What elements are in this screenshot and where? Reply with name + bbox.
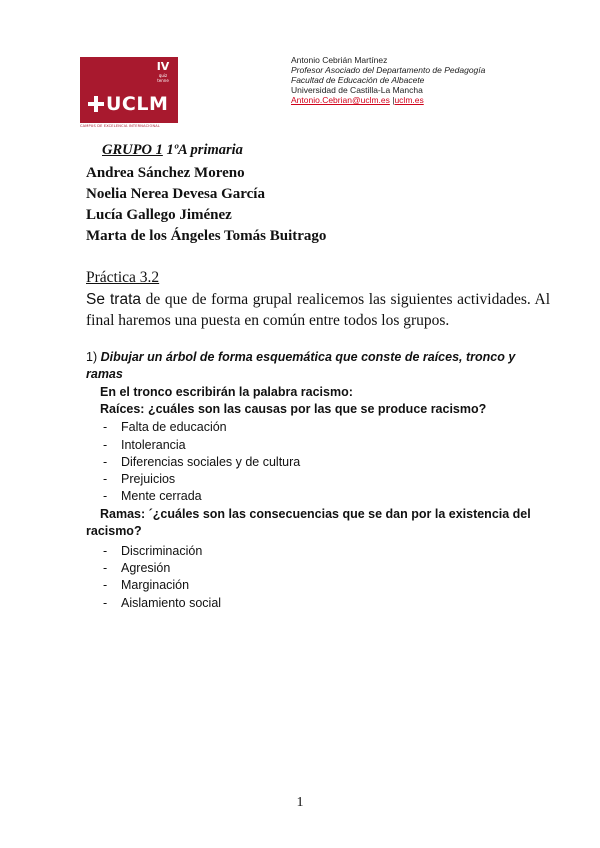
- root-item: Falta de educación: [121, 420, 227, 434]
- author-header: [291, 55, 485, 105]
- activity-question-text: Dibujar un árbol de forma esquemática que conste de raíces, tronco y ramas: [86, 350, 516, 381]
- author-name: Antonio Cebrián Martínez: [291, 55, 388, 65]
- activity-number: 1): [86, 350, 98, 364]
- root-item: Mente cerrada: [121, 489, 202, 503]
- branch-item: Agresión: [121, 561, 171, 575]
- group-title: [102, 142, 243, 159]
- dash: -: [103, 596, 108, 610]
- member-name: Noelia Nerea Devesa García: [86, 186, 265, 202]
- practice-intro: [86, 289, 550, 331]
- author-role: Profesor Asociado del Departamento de Pedagogía: [291, 65, 486, 75]
- logo-wordmark: UCLM: [106, 93, 169, 115]
- cross-icon: [88, 96, 104, 112]
- author-faculty: Facultad de Educación de Albacete: [291, 75, 425, 85]
- author-contact: [291, 95, 485, 105]
- dash: -: [103, 544, 108, 558]
- branches-question-text: Ramas: ´¿cuáles son las consecuencias que se dan por la existencia del racismo?: [86, 507, 531, 538]
- list-item: [103, 595, 221, 612]
- uclm-logo: [80, 57, 178, 123]
- branch-item: Marginación: [121, 578, 190, 592]
- roots-question: Raíces: ¿cuáles son las causas por las que se produce racismo?: [100, 402, 487, 416]
- member-name: Marta de los Ángeles Tomás Buitrago: [86, 228, 327, 244]
- branches-question: [86, 506, 541, 540]
- list-item: [103, 577, 189, 594]
- list-item: [103, 560, 170, 577]
- group-title-rest: 1ºA primaria: [162, 142, 243, 158]
- contact-separator: |: [389, 95, 395, 105]
- dash: -: [103, 489, 108, 503]
- root-item: Intolerancia: [121, 438, 186, 452]
- branch-item: Discriminación: [121, 544, 203, 558]
- trunk-instruction: En el tronco escribirán la palabra racismo:: [100, 385, 353, 399]
- dash: -: [103, 472, 108, 486]
- list-item: [103, 454, 300, 471]
- root-item: Prejuicios: [121, 472, 176, 486]
- intro-rest: de que de forma grupal realicemos las siguientes actividades. Al final haremos una puesta en común entre todos los grupos.: [86, 291, 551, 329]
- website-link[interactable]: uclm.es: [394, 95, 424, 105]
- list-item: [103, 437, 186, 454]
- logo-caption: CAMPUS DE EXCELENCIA INTERNACIONAL: [80, 124, 161, 128]
- branch-item: Aislamiento social: [121, 596, 222, 610]
- email-link[interactable]: Antonio.Cebrian@uclm.es: [291, 95, 390, 105]
- dash: -: [103, 438, 108, 452]
- list-item: [103, 471, 175, 488]
- list-item: [103, 419, 227, 436]
- dash: -: [103, 420, 108, 434]
- practice-title: Práctica 3.2: [86, 269, 160, 286]
- activity-question: [86, 349, 546, 383]
- root-item: Diferencias sociales y de cultura: [121, 455, 301, 469]
- list-item: [103, 488, 202, 505]
- page-number: 1: [296, 795, 304, 810]
- member-list: [86, 163, 326, 247]
- member-name: Lucía Gallego Jiménez: [86, 207, 232, 223]
- logo-badge-number: IV: [156, 60, 170, 73]
- list-item: [103, 543, 202, 560]
- intro-first: Se trata: [86, 291, 142, 308]
- logo-badge-text: quiz tenne: [157, 73, 169, 83]
- member-name: Andrea Sánchez Moreno: [86, 165, 245, 181]
- dash: -: [103, 455, 108, 469]
- dash: -: [103, 561, 108, 575]
- dash: -: [103, 578, 108, 592]
- group-title-underlined: GRUPO 1: [102, 142, 163, 158]
- logo-badge: [154, 61, 172, 89]
- author-university: Universidad de Castilla-La Mancha: [291, 85, 423, 95]
